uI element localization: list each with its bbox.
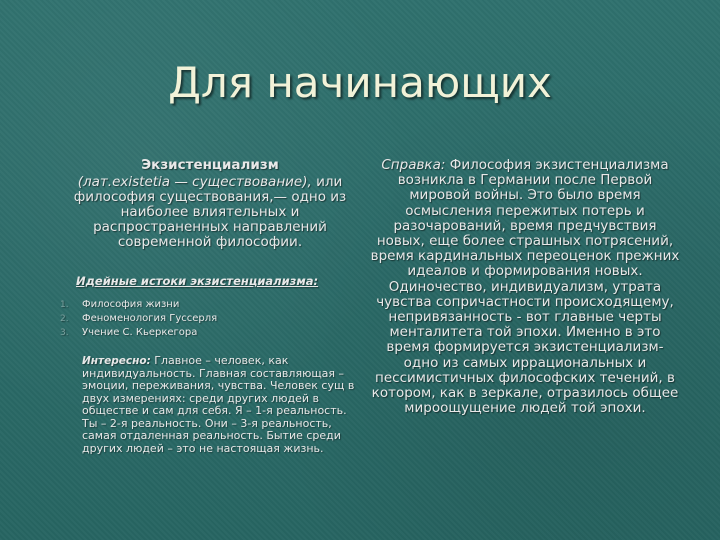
existentialism-definition: [60, 175, 360, 250]
definition-text: или философия существования,— одно из наиболее влиятельных и распространенных направлений современной философии.: [73, 174, 347, 250]
definition-latin: (лат.existetia — существование),: [77, 174, 312, 190]
interesting-label: Интересно:: [82, 355, 151, 367]
origins-item-number: 1.: [60, 300, 69, 310]
interesting-note: [60, 355, 362, 455]
origins-item-number: 2.: [60, 314, 69, 324]
origins-heading: Идейные истоки экзистенциализма:: [76, 274, 319, 288]
origins-item-text: Учение С. Кьеркегора: [82, 327, 198, 338]
origins-item: [60, 326, 360, 340]
existentialism-heading: Экзистенциализм: [141, 157, 279, 173]
origins-item-number: 3.: [60, 328, 69, 338]
reference-label: Справка:: [381, 157, 446, 173]
origins-item-text: Философия жизни: [82, 299, 180, 310]
left-column: [60, 157, 360, 455]
reference-note: [370, 158, 680, 416]
origins-item: [60, 298, 360, 312]
slide-title: Для начинающих: [168, 58, 552, 107]
interesting-text: Главное – человек, как индивидуальность. Главная составляющая – эмоции, переживания, чувства. Человек сущ в двух измерениях: среди других людей в обществе и сам для себя. Я – 1-я реальность. Ты – 2-я реальность. Они – 3-я реальность, самая отдаленная реальность. Бытие среди других людей – это не настоящая жизнь.: [82, 354, 355, 455]
reference-text: Философия экзистенциализма возникла в Германии после Первой мировой войны. Это было время осмысления пережитых потерь и разочарований, время предчувствия новых, еще более страшных потрясений, время кардинальных переоценок прежних идеалов и формирования новых. Одиночество, индивидуализм, утрата чувства сопричастности происходящему, непривязанность - вот главные черты менталитета той эпохи. Именно в это время формируется экзистенциализм- одно из самых иррациональных и пессимистичных философских течений, в котором, как в зеркале, отразилось общее мироощущение людей той эпохи.: [370, 157, 680, 417]
origins-item-text: Феноменология Гуссерля: [82, 313, 218, 324]
origins-list: [60, 298, 360, 340]
origins-item: [60, 312, 360, 326]
